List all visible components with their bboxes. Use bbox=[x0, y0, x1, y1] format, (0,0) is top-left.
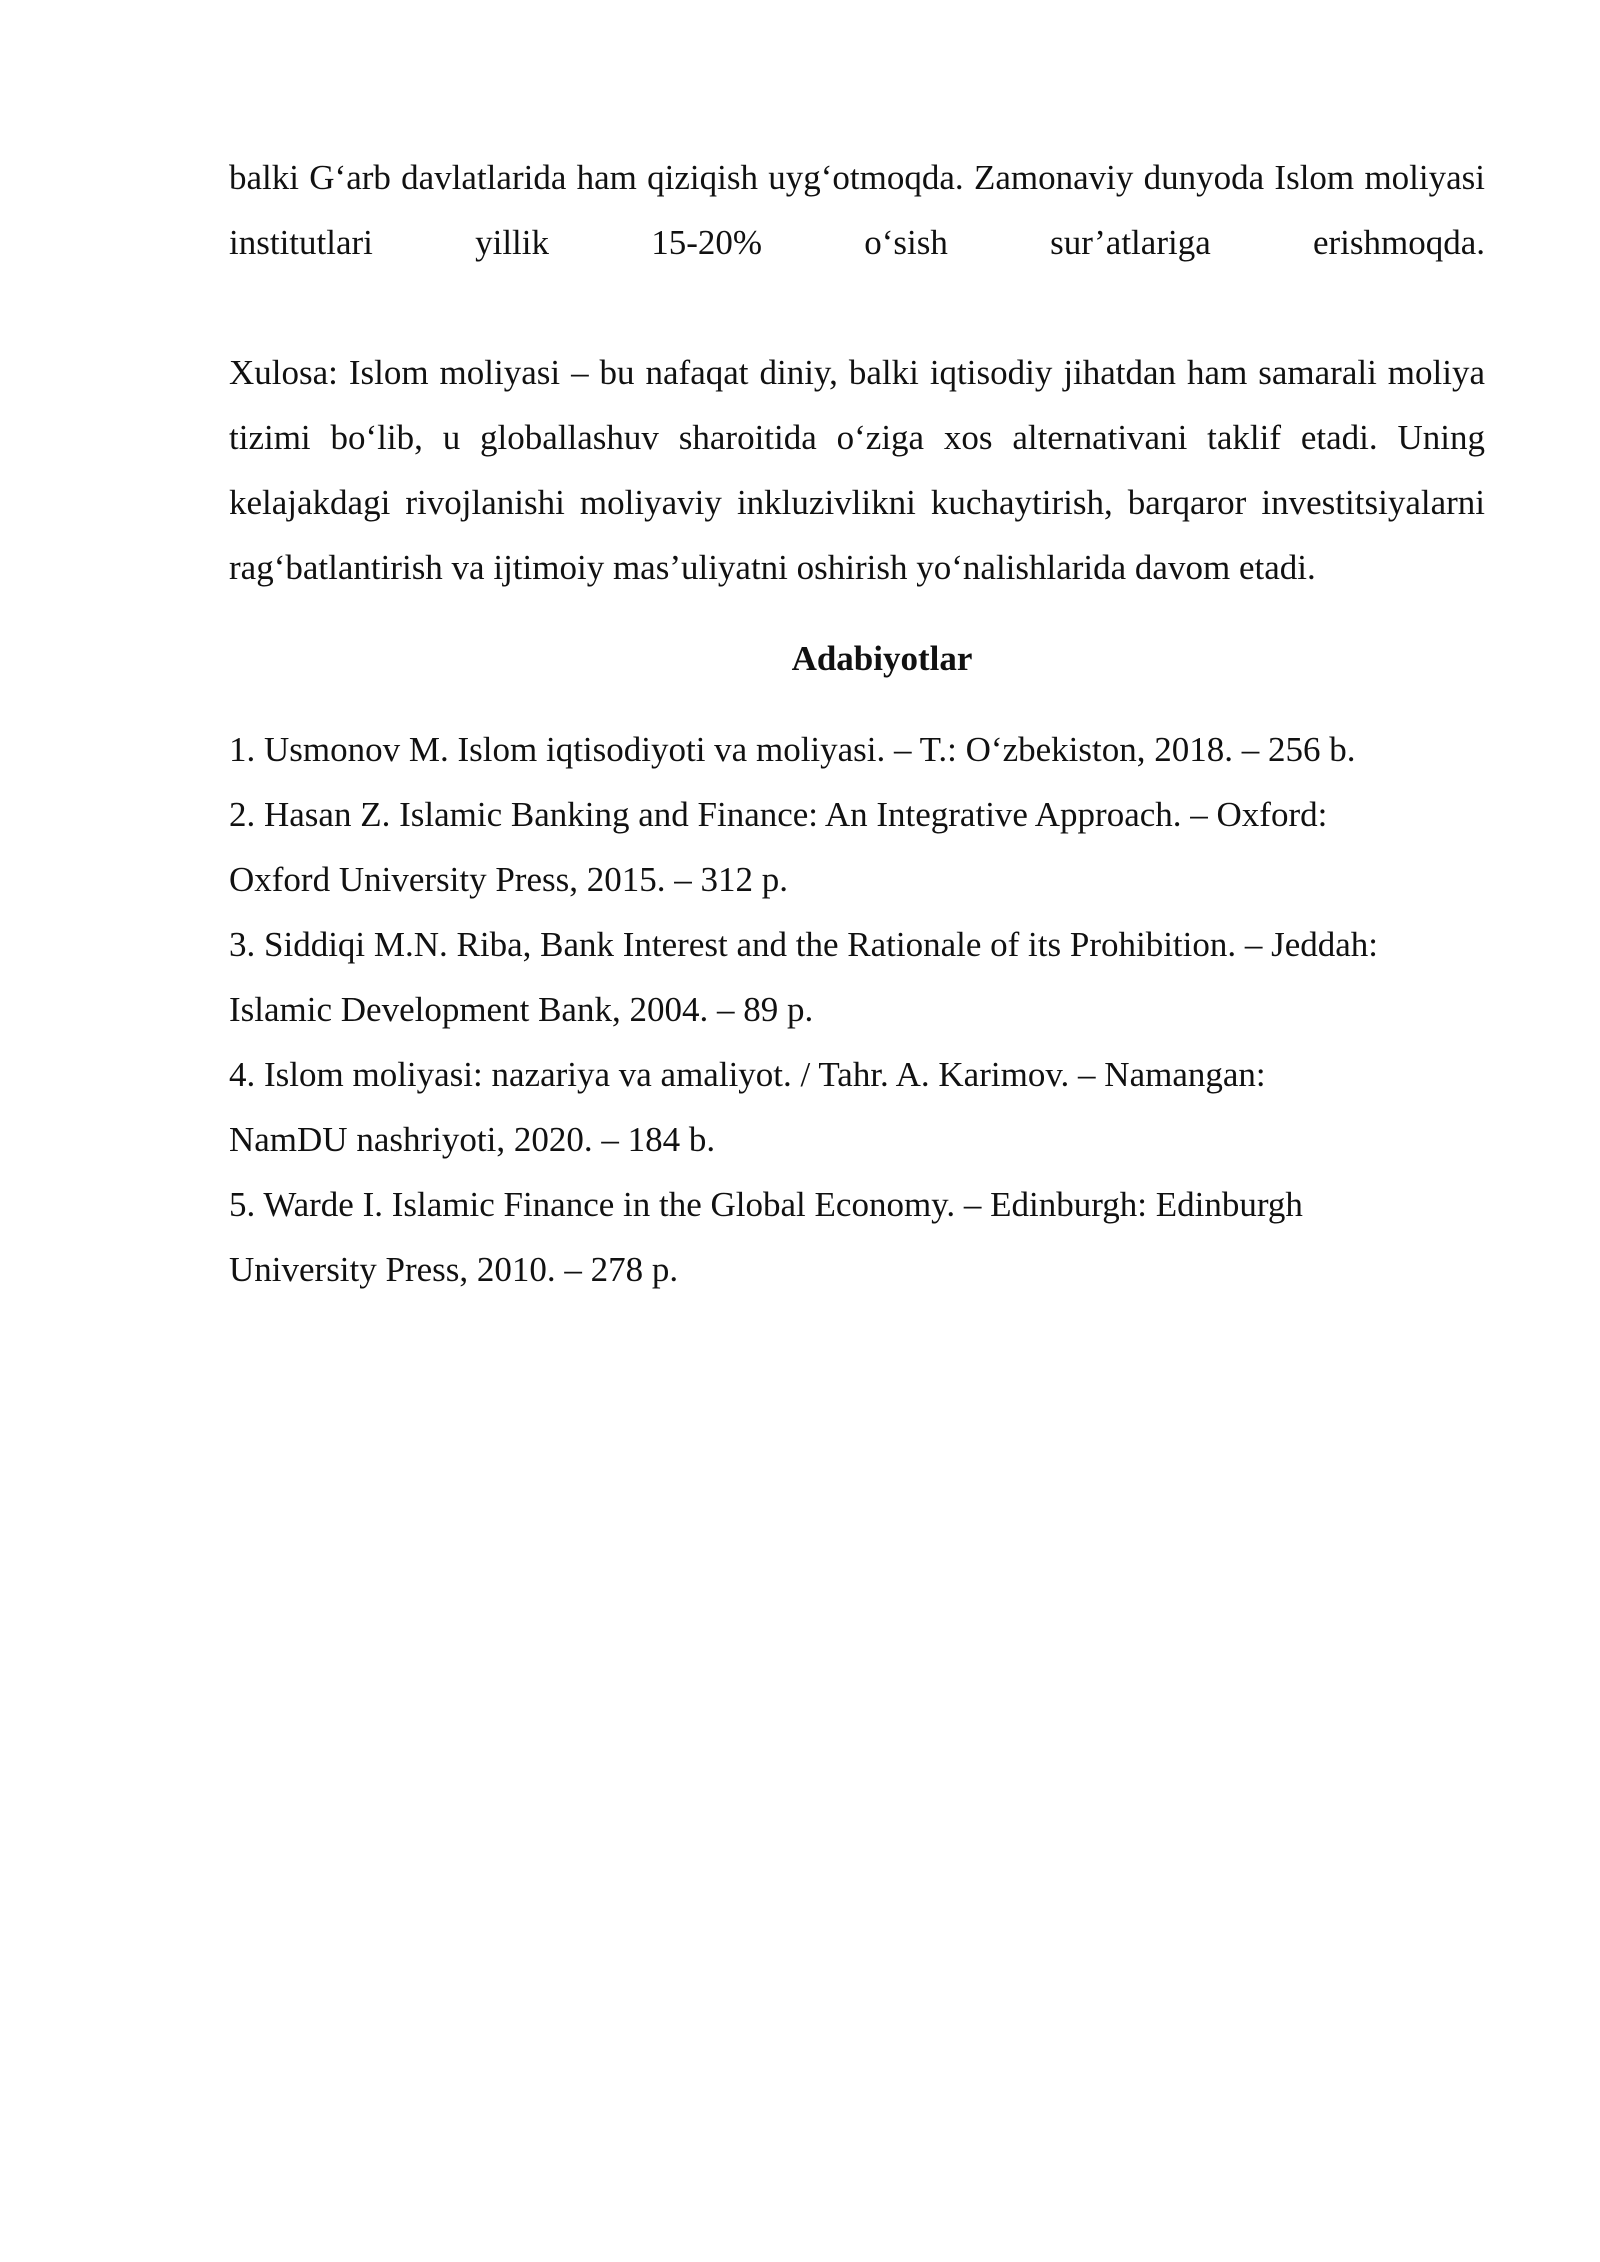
reference-line: University Press, 2010. – 278 p. bbox=[229, 1250, 679, 1289]
references-list bbox=[229, 717, 1485, 1302]
reference-item bbox=[229, 1042, 1485, 1172]
reference-item bbox=[229, 782, 1485, 912]
reference-line: 4. Islom moliyasi: nazariya va amaliyot. / Tahr. A. Karimov. – Namangan: bbox=[229, 1055, 1266, 1094]
reference-item bbox=[229, 717, 1485, 782]
paragraph-spacer bbox=[229, 275, 1485, 340]
reference-line: 3. Siddiqi M.N. Riba, Bank Interest and the Rationale of its Prohibition. – Jeddah: bbox=[229, 925, 1379, 964]
paragraph-intro: balki G‘arb davlatlarida ham qiziqish uyg‘otmoqda. Zamonaviy dunyoda Islom moliyasi institutlari yillik 15-20% o‘sish sur’atlariga erishmoqda. bbox=[229, 158, 1485, 262]
reference-line: Islamic Development Bank, 2004. – 89 p. bbox=[229, 990, 814, 1029]
references-heading: Adabiyotlar bbox=[791, 639, 973, 678]
paragraph-conclusion: Xulosa: Islom moliyasi – bu nafaqat diniy, balki iqtisodiy jihatdan ham samarali moliya tizimi bo‘lib, u globallashuv sharoitida o‘ziga xos alternativani taklif etadi. Uning kelajakdagi rivojlanishi moliyaviy inkluzivlikni kuchaytirish, barqaror investitsiyalarni rag‘batlantirish va ijtimoiy mas’uliyatni oshirish yo‘nalishlarida davom etadi. bbox=[229, 353, 1485, 587]
reference-line: 2. Hasan Z. Islamic Banking and Finance: An Integrative Approach. – Oxford: bbox=[229, 795, 1328, 834]
reference-line: 5. Warde I. Islamic Finance in the Global Economy. – Edinburgh: Edinburgh bbox=[229, 1185, 1303, 1224]
reference-item bbox=[229, 1172, 1485, 1302]
reference-line: NamDU nashriyoti, 2020. – 184 b. bbox=[229, 1120, 716, 1159]
reference-line: Oxford University Press, 2015. – 312 p. bbox=[229, 860, 788, 899]
reference-item bbox=[229, 912, 1485, 1042]
reference-line: 1. Usmonov M. Islom iqtisodiyoti va moliyasi. – T.: O‘zbekiston, 2018. – 256 b. bbox=[229, 730, 1356, 769]
document-body bbox=[229, 145, 1485, 1302]
